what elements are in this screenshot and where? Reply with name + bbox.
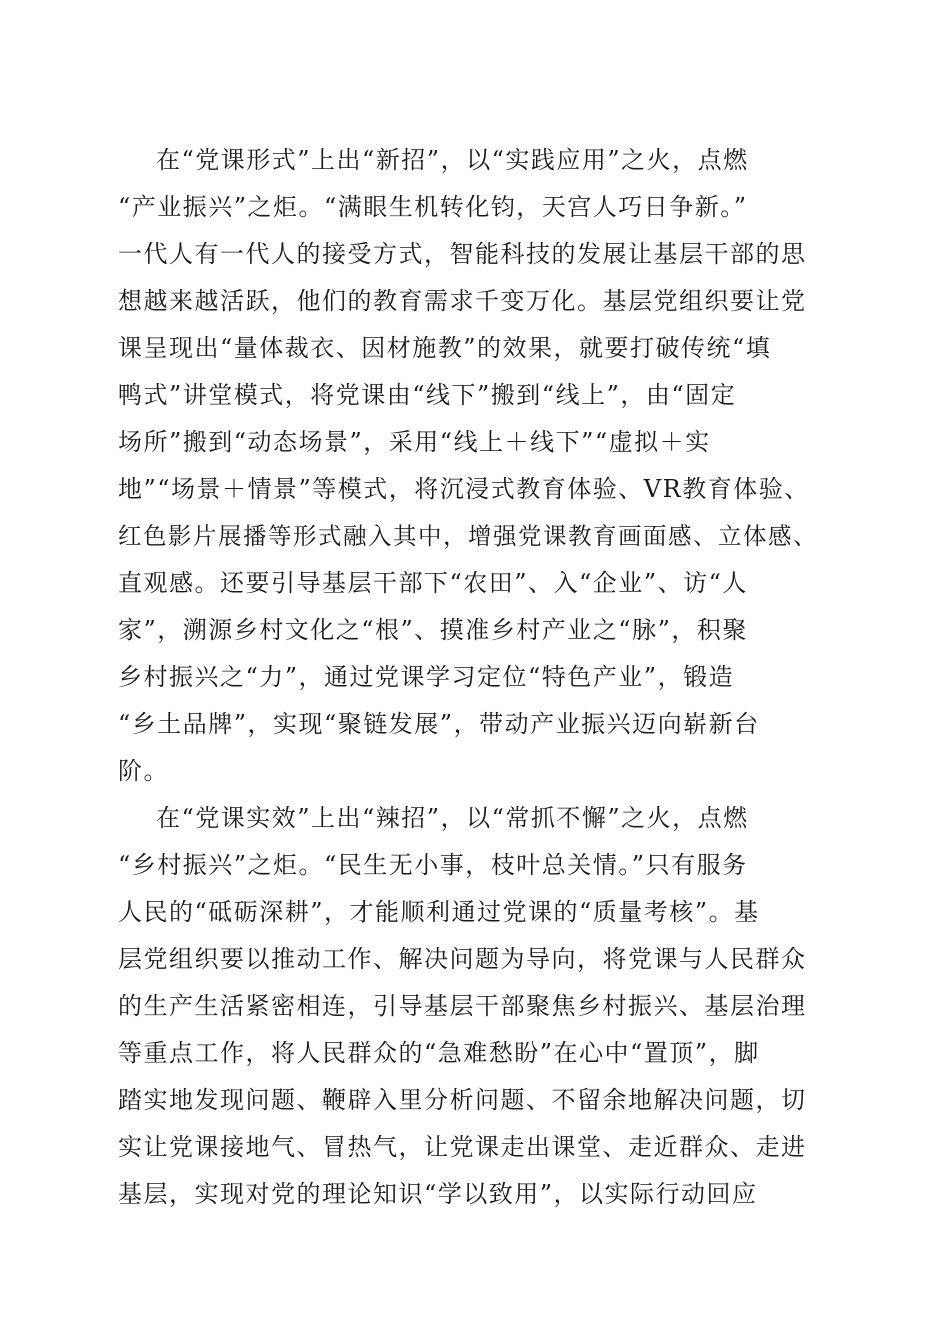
paragraph-line: 课呈现出“量体裁衣、因材施教”的效果，就要打破传统“填 (118, 334, 772, 362)
paragraph-line: “乡村振兴”之炬。“民生无小事，枝叶总关情。”只有服务 (118, 851, 748, 879)
document-body (118, 137, 828, 1218)
paragraph-line: 场所”搬到“动态场景”，采用“线上＋线下”“虚拟＋实 (118, 428, 711, 456)
paragraph-line: “产业振兴”之炬。“满眼生机转化钧，天宫人巧日争新。” (118, 193, 748, 221)
paragraph-line: 乡村振兴之“力”，通过党课学习定位“特色产业”，锻造 (118, 663, 735, 691)
paragraph-line: 等重点工作，将人民群众的“急难愁盼”在心中“置顶”，脚 (118, 1039, 760, 1067)
paragraph-line: 实让党课接地气、冒热气，让党课走出课堂、走近群众、走进 (118, 1133, 807, 1161)
paragraph-line: 层党组织要以推动工作、解决问题为导向，将党课与人民群众 (118, 945, 807, 973)
paragraph-line: 的生产生活紧密相连，引导基层干部聚焦乡村振兴、基层治理 (118, 992, 807, 1020)
paragraph-line: 家”，溯源乡村文化之“根”、摸准乡村产业之“脉”，积聚 (118, 616, 748, 644)
paragraph-1 (118, 137, 828, 795)
paragraph-line: 红色影片展播等形式融入其中，增强党课教育画面感、立体感、 (118, 522, 818, 550)
paragraph-line: 基层，实现对党的理论知识“学以致用”，以实际行动回应 (118, 1180, 758, 1208)
paragraph-line: 地”“场景＋情景”等模式，将沉浸式教育体验、VR教育体验、 (118, 475, 810, 503)
paragraph-line: 在“党课形式”上出“新招”，以“实践应用”之火，点燃 (156, 146, 749, 174)
paragraph-line: 在“党课实效”上出“辣招”，以“常抓不懈”之火，点燃 (156, 804, 749, 832)
paragraph-line: 人民的“砥砺深耕”，才能顺利通过党课的“质量考核”。基 (118, 898, 760, 926)
paragraph-line: 踏实地发现问题、鞭辟入里分析问题、不留余地解决问题，切 (118, 1086, 807, 1114)
paragraph-line: 直观感。还要引导基层干部下“农田”、入“企业”、访“人 (118, 569, 748, 597)
paragraph-line: 鸭式”讲堂模式，将党课由“线下”搬到“线上”，由“固定 (118, 381, 737, 409)
paragraph-line: 一代人有一代人的接受方式，智能科技的发展让基层干部的思 (118, 240, 807, 268)
paragraph-line: 想越来越活跃，他们的教育需求千变万化。基层党组织要让党 (118, 287, 807, 315)
paragraph-line: 阶。 (118, 757, 169, 785)
paragraph-line: “乡土品牌”，实现“聚链发展”，带动产业振兴迈向崭新台 (118, 710, 760, 738)
paragraph-2 (118, 795, 828, 1218)
